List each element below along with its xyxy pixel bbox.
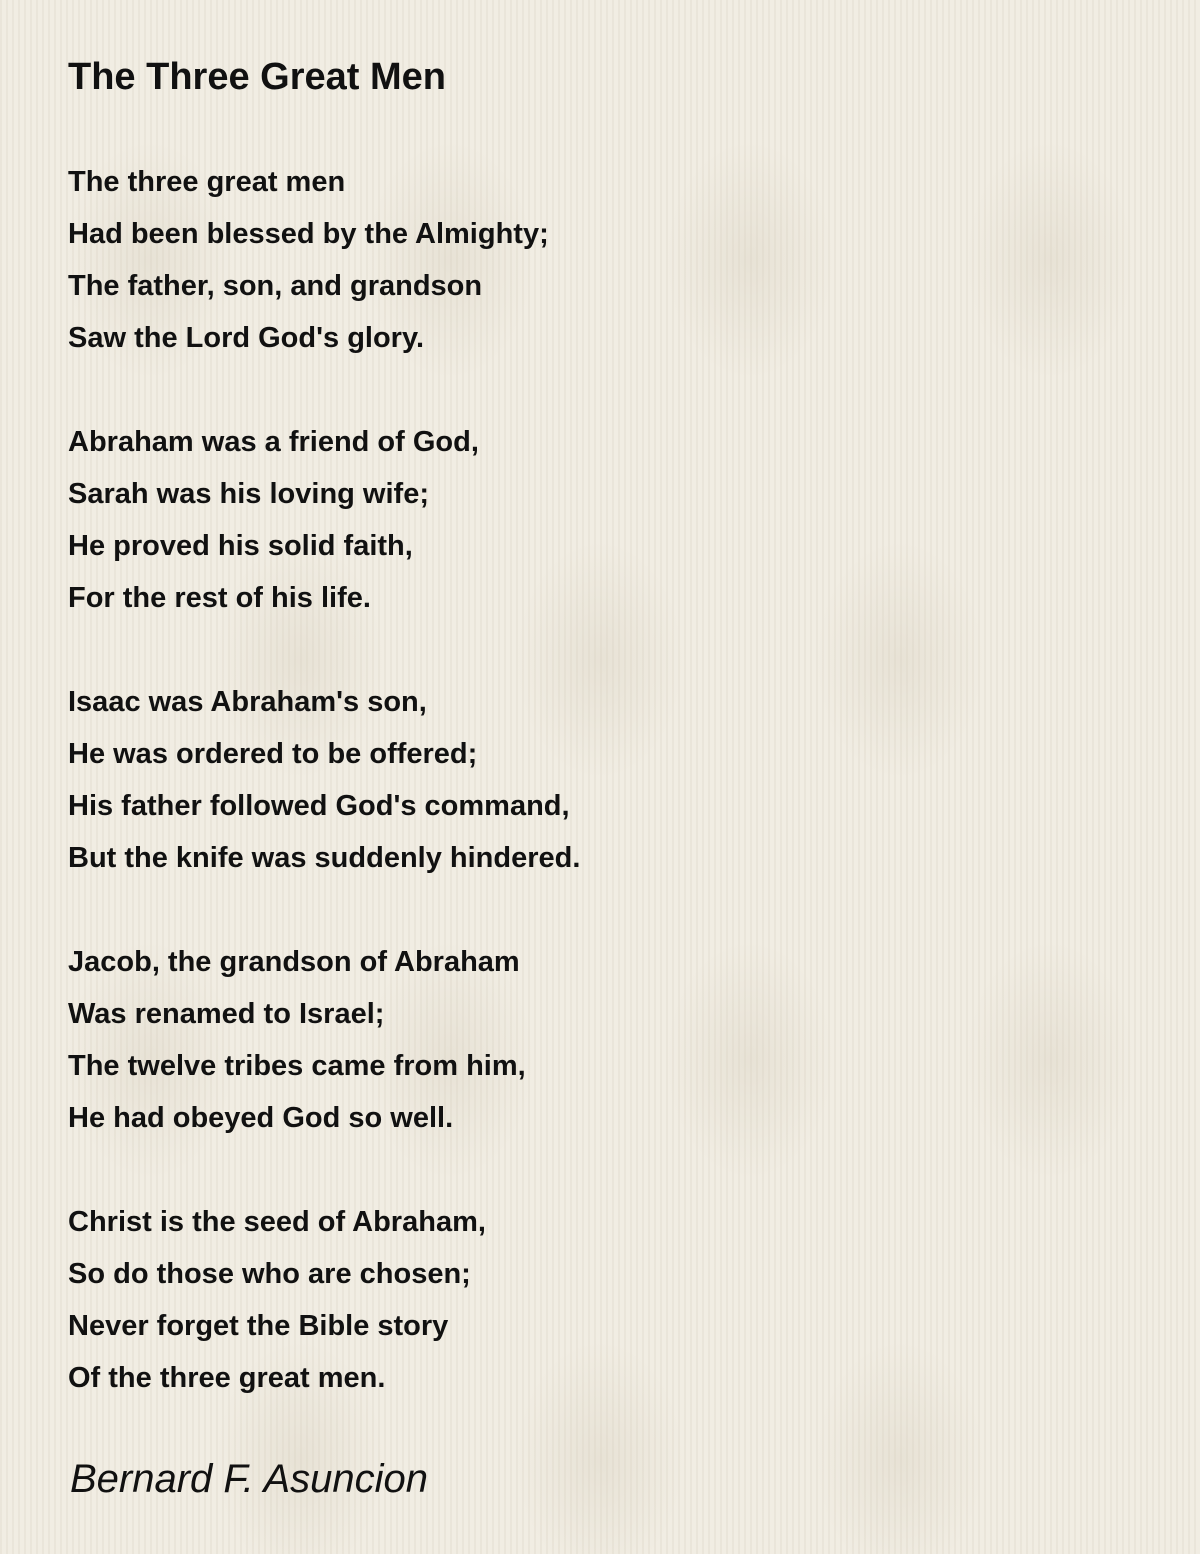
poem-line: Of the three great men. [68,1362,386,1394]
stanza-1 [68,156,1068,364]
stanza-4 [68,936,1068,1144]
poem-body [68,156,1068,1404]
stanza-5 [68,1196,1068,1404]
poem-line: For the rest of his life. [68,582,371,614]
poem-line: The father, son, and grandson [68,270,483,302]
poem-author: Bernard F. Asuncion [70,1457,428,1501]
stanza-3 [68,676,1068,884]
poem-line: But the knife was suddenly hindered. [68,842,581,874]
poem-line: Abraham was a friend of God, [68,426,479,458]
poem-line: He proved his solid faith, [68,530,413,562]
poem-line: His father followed God's command, [68,790,570,822]
poem-line: He was ordered to be offered; [68,738,478,770]
stanza-2 [68,416,1068,624]
poem-line: The three great men [68,166,346,198]
poem-line: So do those who are chosen; [68,1258,471,1290]
poem-line: Isaac was Abraham's son, [68,686,427,718]
poem-line: Jacob, the grandson of Abraham [68,946,520,978]
poem-line: Christ is the seed of Abraham, [68,1206,486,1238]
poem-line: Saw the Lord God's glory. [68,322,425,354]
poem-line: The twelve tribes came from him, [68,1050,526,1082]
poem-line: He had obeyed God so well. [68,1102,454,1134]
poem-card [68,48,1068,1404]
poem-line: Had been blessed by the Almighty; [68,218,549,250]
poem-line: Sarah was his loving wife; [68,478,429,510]
poem-line: Was renamed to Israel; [68,998,385,1030]
poem-line: Never forget the Bible story [68,1310,449,1342]
poem-title: The Three Great Men [68,56,446,98]
